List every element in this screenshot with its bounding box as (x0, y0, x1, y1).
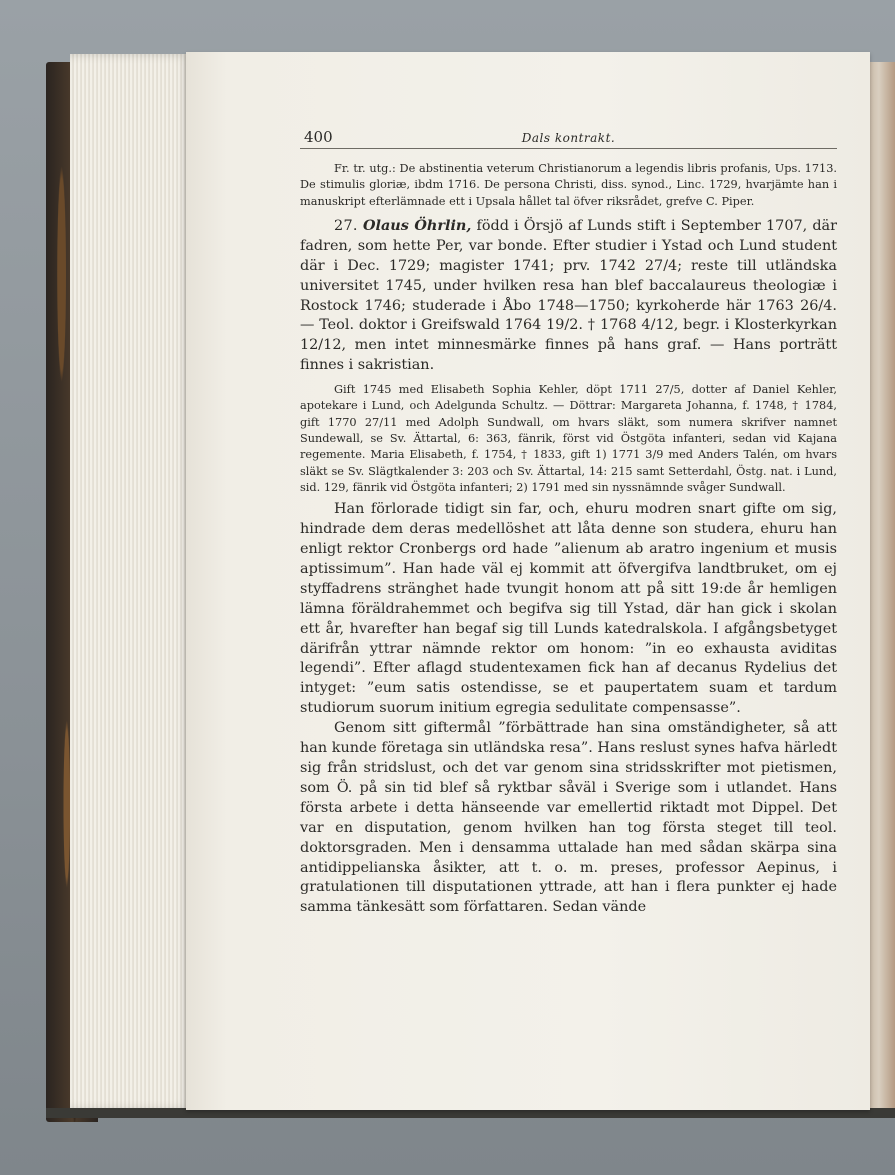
paragraph-2: Han förlorade tidigt sin far, och, ehuru modren snart gifte om sig, hindrade dem deras medellöshet att låta denne son studera, ehuru han enligt rektor Cronbergs ord hade ”alienum ab aratro ingenium et musis aptissimum”. Han hade väl ej kommit att öfvergifva landtbruket, om ej styffadrens stränghet hade tvungit honom att på sitt 19:de år hemligen lämna föräldrahemmet och begifva sig till Ystad, där han gick i skolan ett år, hvarefter han begaf sig till Lunds katedralskola. I afgångsbetyget därifrån yttrar nämnde rektor om honom: ”in eo exhausta aviditas legendi”. Efter aflagd studentexamen fick han af decanus Rydelius det intyget: ”eum satis ostendisse, se et paupertatem suam et tardum studiorum suorum initium egregia sedulitate compensasse”. (300, 501, 837, 717)
page-block-edges (70, 54, 192, 1110)
entry-text: född i Örsjö af Lunds stift i September 1707, där fadren, som hette Per, var bonde. Efter studier i Ystad och Lund student där i Dec. 1729; magister 1741; prv. 1742 27/4; reste till utländska universitet 1745, under hvilken resa han blef baccalaureus theologiæ i Rostock 1746; studerade i Åbo 1748—1750; kyrkoherde här 1763 26/4. — Teol. doktor i Greifswald 1764 19/2. † 1768 4/12, begr. i Klosterkyrkan 12/12, men intet minnesmärke finnes på hans graf. — Hans porträtt finnes i sakristian. (300, 217, 838, 374)
entry-paragraph (300, 216, 837, 376)
page-number: 400 (304, 128, 333, 146)
entry-number: 27. (334, 217, 358, 234)
family-note: Gift 1745 med Elisabeth Sophia Kehler, döpt 1711 27/5, dotter af Daniel Kehler, apotekare i Lund, och Adelgunda Schultz. — Döttrar: Margareta Johanna, f. 1748, † 1784, gift 1770 27/11 med Adolph Sundwall, om hvars släkt, som numera skrifver namnet Sundewall, se Sv. Ättartal, 6: 363, fänrik, först vid Östgöta infanteri, sedan vid Kajana regemente. Maria Elisabeth, f. 1754, † 1833, gift 1) 1771 3/9 med Anders Talén, om hvars släkt se Sv. Slägtkalender 3: 203 och Sv. Ättartal, 14: 215 samt Setterdahl, Östg. nat. i Lund, sid. 129, fänrik vid Östgöta infanteri; 2) 1791 med sin nyssnämnde svåger Sundwall. (300, 383, 837, 494)
page-header (300, 126, 837, 149)
entry-name: Olaus Öhrlin, (362, 216, 472, 234)
page-text (300, 126, 837, 918)
running-head: Dals kontrakt. (521, 131, 616, 145)
intro-note: Fr. tr. utg.: De abstinentia veterum Christianorum a legendis libris profanis, Ups. 1713. De stimulis gloriæ, ibdm 1716. De persona Christi, diss. synod., Linc. 1729, hvarjämte han i manuskript efterlämnade ett i Upsala hållet tal öfver riksrådet, grefve C. Piper. (300, 162, 837, 208)
opposite-page-edge (868, 62, 895, 1110)
paragraph-3: Genom sitt giftermål ”förbättrade han sina omständigheter, så att han kunde företaga sin utländska resa”. Hans reslust synes hafva härledt sig från stridslust, och det var genom sina stridsskrifter mot pietismen, som Ö. på sin tid blef så ryktbar såväl i Sverige som i utlandet. Hans första arbete i detta hänseende var emellertid riktadt mot Dippel. Det var en disputation, genom hvilken han tog första steget till teol. doktorsgraden. Men i densamma uttalade han med sådan skärpa sina antidippelianska åsikter, att t. o. m. preses, professor Aepinus, i gratulationen till disputationen yttrade, att han i flera punkter ej hade samma tänkesätt som författaren. Sedan vände (300, 720, 837, 916)
